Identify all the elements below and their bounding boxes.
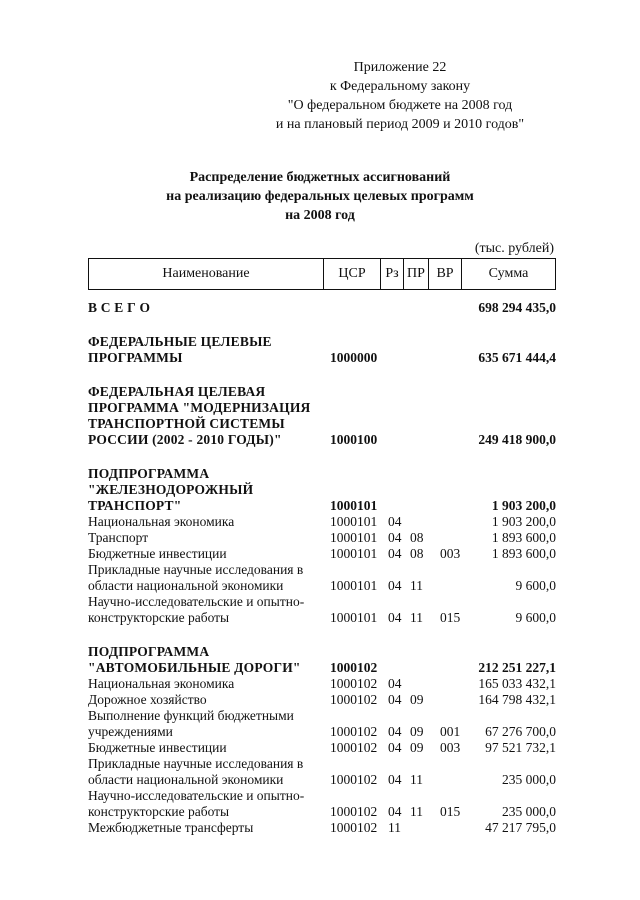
row-sum: 698 294 435,0 (478, 300, 556, 315)
row-sum: 67 276 700,0 (485, 724, 556, 739)
row-sum: 1 903 200,0 (491, 498, 556, 513)
row-pr: 11 (410, 804, 423, 819)
annex-line-2: к Федеральному закону (329, 79, 471, 94)
row-sum: 164 798 432,1 (478, 692, 556, 707)
annex-block (250, 58, 550, 134)
table-row (88, 692, 556, 708)
row-name: ФЕДЕРАЛЬНЫЕ ЦЕЛЕВЫЕ ПРОГРАММЫ (88, 334, 272, 365)
table-row (88, 334, 556, 366)
row-name: Национальная экономика (88, 676, 235, 691)
row-name: Выполнение функций бюджетными учреждениями (88, 708, 294, 739)
table-row (88, 466, 556, 514)
row-rz: 04 (388, 578, 402, 593)
row-name: В С Е Г О (88, 300, 151, 315)
units-label: (тыс. рублей) (474, 241, 554, 256)
table-row (88, 384, 556, 448)
row-pr: 11 (410, 578, 423, 593)
table-row (88, 756, 556, 788)
table-row (88, 788, 556, 820)
table-row (88, 740, 556, 756)
row-pr: 11 (410, 772, 423, 787)
row-rz: 04 (388, 692, 402, 707)
row-name: Научно-исследовательские и опытно-конструкторские работы (88, 788, 305, 819)
row-csr: 1000101 (330, 530, 378, 545)
table-row (88, 594, 556, 626)
table-row (88, 820, 556, 836)
row-pr: 08 (410, 530, 424, 545)
table-row (88, 644, 556, 676)
row-rz: 04 (388, 724, 402, 739)
row-rz: 04 (388, 514, 402, 529)
row-csr: 1000102 (330, 676, 378, 691)
row-sum: 47 217 795,0 (485, 820, 556, 835)
header-name: Наименование (89, 259, 324, 290)
table-header (88, 258, 556, 290)
row-sum: 165 033 432,1 (478, 676, 556, 691)
row-csr: 1000000 (330, 350, 378, 365)
row-name: Межбюджетные трансферты (88, 820, 254, 835)
title-line-3: на 2008 год (285, 208, 355, 223)
header-csr: ЦСР (324, 259, 381, 290)
row-csr: 1000102 (330, 804, 378, 819)
header-vr: ВР (429, 259, 462, 290)
row-name: Прикладные научные исследования в области национальной экономики (88, 562, 304, 593)
row-pr: 09 (410, 692, 424, 707)
title-line-1: Распределение бюджетных ассигнований (189, 170, 451, 185)
table-row (88, 546, 556, 562)
header-sum: Сумма (462, 259, 556, 290)
row-csr: 1000102 (330, 772, 378, 787)
table-row (88, 562, 556, 594)
table-row (88, 708, 556, 740)
annex-line-3: "О федеральном бюджете на 2008 год (287, 98, 513, 113)
row-rz: 04 (388, 740, 402, 755)
table-row (88, 530, 556, 546)
row-vr: 015 (440, 804, 461, 819)
row-pr: 11 (410, 610, 423, 625)
row-name: Дорожное хозяйство (88, 692, 207, 707)
row-name: ПОДПРОГРАММА "АВТОМОБИЛЬНЫЕ ДОРОГИ" (88, 644, 301, 675)
row-csr: 1000102 (330, 724, 378, 739)
row-vr: 015 (440, 610, 461, 625)
row-sum: 235 000,0 (502, 772, 556, 787)
header-pr: ПР (404, 259, 429, 290)
row-csr: 1000101 (330, 498, 378, 513)
row-csr: 1000100 (330, 432, 378, 447)
row-vr: 003 (440, 740, 461, 755)
row-sum: 9 600,0 (515, 578, 556, 593)
table-row (88, 300, 556, 316)
row-rz: 04 (388, 546, 402, 561)
row-csr: 1000102 (330, 692, 378, 707)
row-sum: 249 418 900,0 (478, 432, 556, 447)
annex-line-4: и на плановый период 2009 и 2010 годов" (275, 117, 525, 132)
row-rz: 11 (388, 820, 401, 835)
row-name: Прикладные научные исследования в области национальной экономики (88, 756, 304, 787)
row-csr: 1000101 (330, 578, 378, 593)
row-csr: 1000101 (330, 546, 378, 561)
row-name: Бюджетные инвестиции (88, 740, 227, 755)
annex-line-1: Приложение 22 (353, 60, 447, 75)
row-vr: 001 (440, 724, 461, 739)
table-row (88, 676, 556, 692)
row-name: ПОДПРОГРАММА "ЖЕЛЕЗНОДОРОЖНЫЙ ТРАНСПОРТ" (88, 466, 254, 513)
title-line-2: на реализацию федеральных целевых программ (166, 189, 474, 204)
row-sum: 212 251 227,1 (478, 660, 556, 675)
row-name: Национальная экономика (88, 514, 235, 529)
row-pr: 08 (410, 546, 424, 561)
row-vr: 003 (440, 546, 461, 561)
document-title (110, 168, 530, 225)
row-name: Бюджетные инвестиции (88, 546, 227, 561)
header-rz: Рз (381, 259, 404, 290)
row-csr: 1000102 (330, 660, 378, 675)
row-pr: 09 (410, 740, 424, 755)
row-name: Транспорт (88, 530, 149, 545)
table-row (88, 514, 556, 530)
row-rz: 04 (388, 530, 402, 545)
row-rz: 04 (388, 676, 402, 691)
row-csr: 1000102 (330, 740, 378, 755)
table-body (88, 296, 556, 836)
row-sum: 1 893 600,0 (491, 546, 556, 561)
row-rz: 04 (388, 804, 402, 819)
row-sum: 97 521 732,1 (485, 740, 556, 755)
row-sum: 1 903 200,0 (491, 514, 556, 529)
row-sum: 235 000,0 (502, 804, 556, 819)
row-csr: 1000101 (330, 514, 378, 529)
row-rz: 04 (388, 610, 402, 625)
row-sum: 635 671 444,4 (478, 350, 556, 365)
row-name: ФЕДЕРАЛЬНАЯ ЦЕЛЕВАЯ ПРОГРАММА "МОДЕРНИЗАЦИЯ ТРАНСПОРТНОЙ СИСТЕМЫ РОССИИ (2002 - 2010 ГОДЫ)" (88, 384, 311, 447)
row-sum: 1 893 600,0 (491, 530, 556, 545)
row-pr: 09 (410, 724, 424, 739)
row-rz: 04 (388, 772, 402, 787)
row-csr: 1000102 (330, 820, 378, 835)
row-name: Научно-исследовательские и опытно-конструкторские работы (88, 594, 305, 625)
row-sum: 9 600,0 (515, 610, 556, 625)
row-csr: 1000101 (330, 610, 378, 625)
